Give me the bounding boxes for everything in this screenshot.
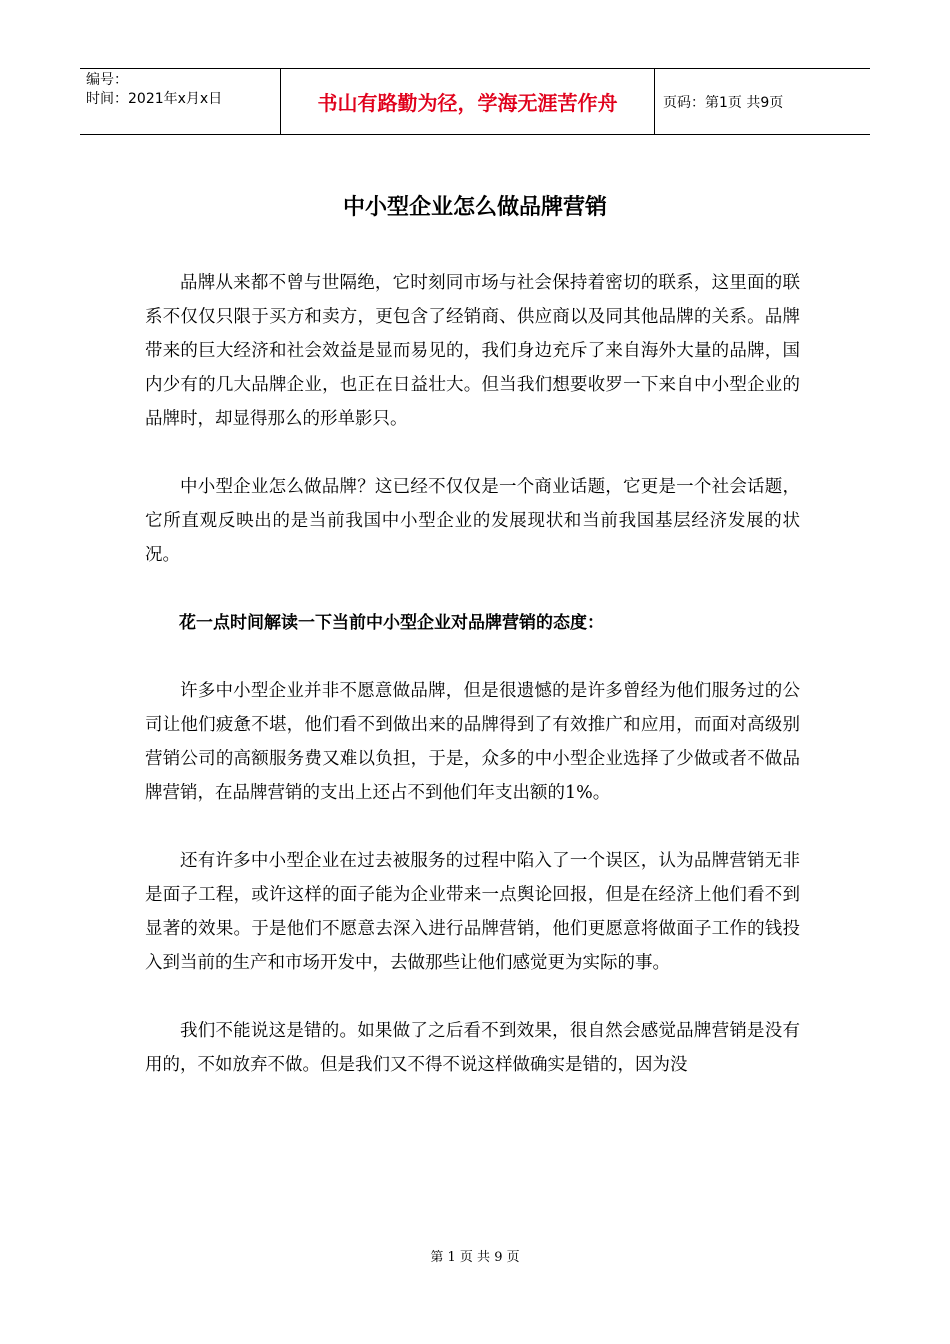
header-motto-cell (281, 69, 655, 134)
paragraph-1: 品牌从来都不曾与世隔绝，它时刻同市场与社会保持着密切的联系，这里面的联系不仅仅只限于买方和卖方，更包含了经销商、供应商以及同其他品牌的关系。品牌带来的巨大经济和社会效益是显而易见的，我们身边充斥了来自海外大量的品牌，国内少有的几大品牌企业，也正在日益壮大。但当我们想要收罗一下来自中小型企业的品牌时，却显得那么的形单影只。 (145, 273, 800, 429)
document-number-label: 编号： (86, 72, 128, 88)
page-footer: 第 1 页 共 9 页 (430, 1250, 520, 1265)
paragraph-3: 许多中小型企业并非不愿意做品牌，但是很遗憾的是许多曾经为他们服务过的公司让他们疲惫不堪，他们看不到做出来的品牌得到了有效推广和应用，而面对高级别营销公司的高额服务费又难以负担，于是，众多的中小型企业选择了少做或者不做品牌营销，在品牌营销的支出上还占不到他们年支出额的1%。 (145, 681, 800, 803)
document-title: 中小型企业怎么做品牌营销 (342, 195, 607, 220)
page-header (80, 68, 870, 135)
section-subheading: 花一点时间解读一下当前中小型企业对品牌营销的态度： (179, 613, 604, 633)
header-meta (80, 69, 281, 134)
paragraph-4: 还有许多中小型企业在过去被服务的过程中陷入了一个误区，认为品牌营销无非是面子工程，或许这样的面子能为企业带来一点舆论回报，但是在经济上他们看不到显著的效果。于是他们不愿意去深入进行品牌营销，他们更愿意将做面子工作的钱投入到当前的生产和市场开发中，去做那些让他们感觉更为实际的事。 (145, 851, 800, 973)
document-body (145, 266, 800, 1116)
paragraph-2: 中小型企业怎么做品牌？这已经不仅仅是一个商业话题，它更是一个社会话题，它所直观反映出的是当前我国中小型企业的发展现状和当前我国基层经济发展的状况。 (145, 477, 800, 565)
page-number-label: 页码：第1页 共9页 (663, 94, 784, 111)
paragraph-5: 我们不能说这是错的。如果做了之后看不到效果，很自然会感觉品牌营销是没有用的，不如放弃不做。但是我们又不得不说这样做确实是错的，因为没 (145, 1021, 800, 1075)
header-motto: 书山有路勤为径，学海无涯苦作舟 (317, 91, 618, 115)
header-page-info (655, 69, 870, 134)
document-date-label: 时间：2021年x月x日 (86, 91, 223, 107)
